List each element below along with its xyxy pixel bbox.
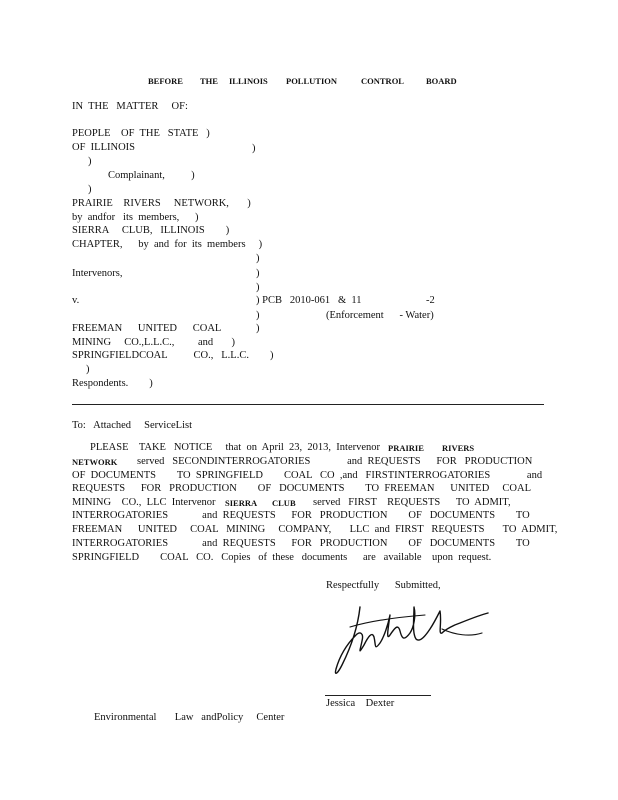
notice-line: INTERROGATORIES and REQUESTS FOR PRODUCTION OF DOCUMENTS TO bbox=[72, 510, 530, 521]
notice-org: CLUB bbox=[272, 498, 296, 508]
caption-paren: ) bbox=[256, 253, 260, 264]
caption-line: SPRINGFIELDCOAL CO., L.L.C. ) bbox=[72, 350, 274, 361]
signer-name: Jessica Dexter bbox=[326, 698, 395, 709]
notice-line: served FIRST REQUESTS TO ADMIT, bbox=[313, 497, 511, 508]
caption-paren: ) bbox=[88, 184, 92, 195]
caption-line: CHAPTER, by and for its members ) bbox=[72, 239, 263, 250]
notice-org: SIERRA bbox=[225, 498, 258, 508]
signer-organization: Environmental Law andPolicy Center bbox=[94, 712, 285, 723]
closing: Respectfully Submitted, bbox=[326, 580, 441, 591]
caption-paren: ) bbox=[86, 364, 90, 375]
notice-line: served SECONDINTERROGATORIES and REQUESTS FOR PRODUCTION bbox=[137, 456, 533, 467]
notice-line: INTERROGATORIES and REQUESTS FOR PRODUCTION OF DOCUMENTS TO bbox=[72, 538, 530, 549]
handwritten-signature bbox=[330, 595, 495, 680]
notice-line: SPRINGFIELD COAL CO. Copies of these documents are available upon request. bbox=[72, 552, 492, 563]
notice-line: REQUESTS FOR PRODUCTION OF DOCUMENTS TO FREEMAN UNITED COAL bbox=[72, 483, 532, 494]
caption-paren: ) bbox=[88, 156, 92, 167]
versus-label: v. bbox=[72, 295, 80, 306]
enforcement-label: (Enforcement - Water) bbox=[326, 310, 434, 321]
notice-org: PRAIRIE bbox=[388, 443, 424, 453]
case-number-suffix: -2 bbox=[426, 295, 435, 306]
notice-line: FREEMAN UNITED COAL MINING COMPANY, LLC and FIRST REQUESTS TO ADMIT, bbox=[72, 524, 558, 535]
signature-line bbox=[325, 695, 431, 696]
caption-line: PEOPLE OF THE STATE ) bbox=[72, 128, 210, 139]
notice-line: PLEASE TAKE NOTICE that on April 23, 2013, Intervenor bbox=[90, 442, 381, 453]
to-line: To: Attached ServiceList bbox=[72, 420, 192, 431]
header-pollution: POLLUTION bbox=[286, 76, 338, 86]
caption-line: by andfor its members, ) bbox=[72, 212, 199, 223]
caption-paren: ) bbox=[252, 143, 256, 154]
caption-line: FREEMAN UNITED COAL bbox=[72, 323, 222, 334]
notice-line: MINING CO., LLC Intervenor bbox=[72, 497, 216, 508]
caption-paren: ) bbox=[256, 282, 260, 293]
caption-paren: ) bbox=[256, 323, 260, 334]
caption-paren: ) bbox=[256, 310, 260, 321]
header-illinois: ILLINOIS bbox=[229, 76, 268, 86]
case-number: ) PCB 2010-061 & 11 bbox=[256, 295, 362, 306]
notice-org: RIVERS bbox=[442, 443, 475, 453]
divider bbox=[72, 404, 544, 405]
notice-org: NETWORK bbox=[72, 457, 118, 467]
header-board: BOARD bbox=[426, 76, 457, 86]
caption-line: SIERRA CLUB, ILLINOIS ) bbox=[72, 225, 230, 236]
header-the: THE bbox=[200, 76, 218, 86]
caption-line: MINING CO.,L.L.C., and ) bbox=[72, 337, 236, 348]
in-the-matter: IN THE MATTER OF: bbox=[72, 101, 188, 112]
header-before: BEFORE bbox=[148, 76, 183, 86]
caption-line: OF ILLINOIS bbox=[72, 142, 135, 153]
complainant-label: Complainant, ) bbox=[108, 170, 195, 181]
caption-paren: ) bbox=[256, 268, 260, 279]
notice-line: OF DOCUMENTS TO SPRINGFIELD COAL CO ,and FIRSTINTERROGATORIES and bbox=[72, 470, 543, 481]
intervenors-label: Intervenors, bbox=[72, 268, 123, 279]
respondents-label: Respondents. ) bbox=[72, 378, 153, 389]
caption-line: PRAIRIE RIVERS NETWORK, ) bbox=[72, 198, 251, 209]
header-control: CONTROL bbox=[361, 76, 404, 86]
